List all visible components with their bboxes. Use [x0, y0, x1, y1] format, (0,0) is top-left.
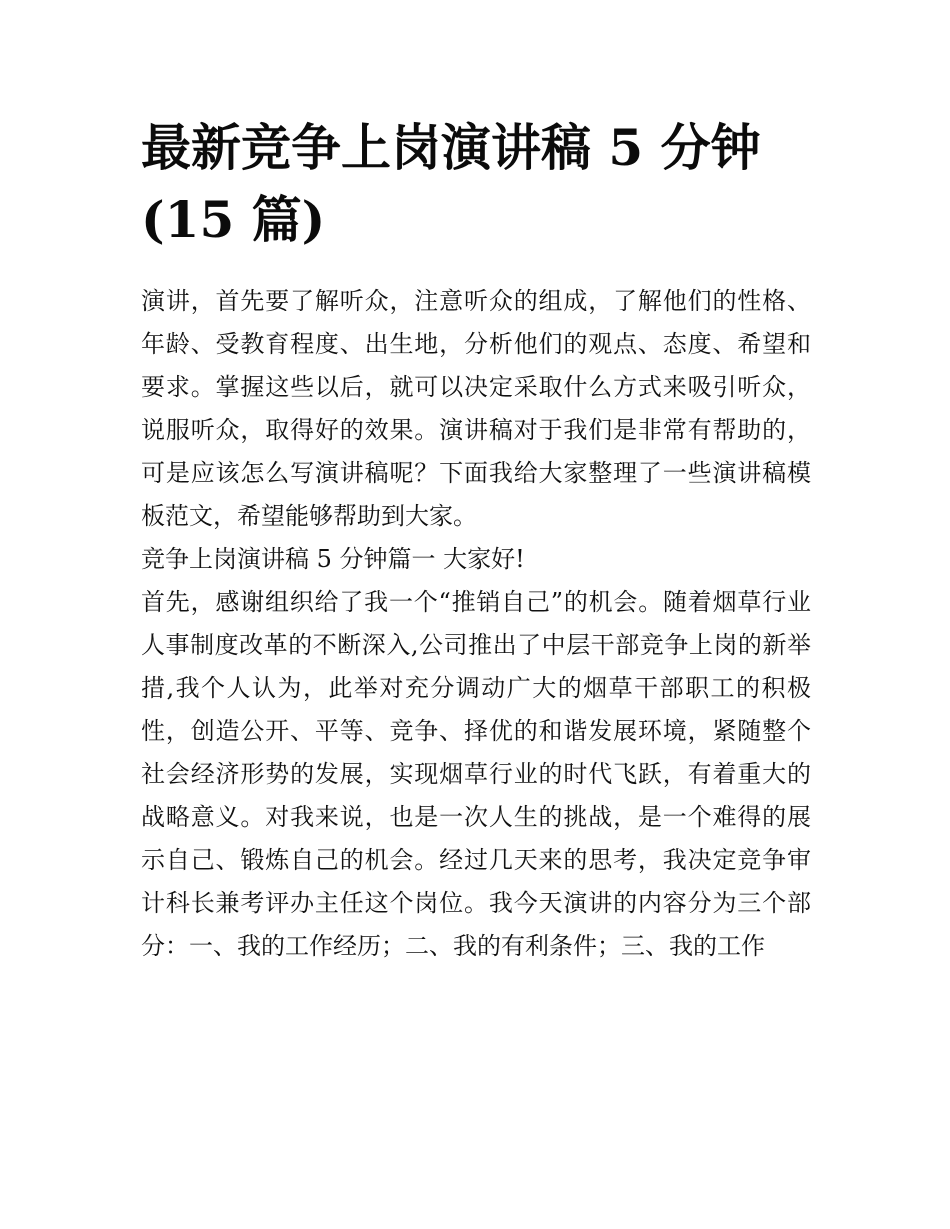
- section-heading-paragraph: 竞争上岗演讲稿 5 分钟篇一 大家好!: [141, 545, 525, 573]
- document-body: [141, 280, 811, 968]
- document-title: 最新竞争上岗演讲稿 5 分钟(15 篇): [141, 118, 761, 249]
- document-content: [141, 112, 811, 968]
- intro-paragraph: 演讲，首先要了解听众，注意听众的组成，了解他们的性格、年龄、受教育程度、出生地，分析他们的观点、态度、希望和要求。掌握这些以后，就可以决定采取什么方式来吸引听众，说服听众，取得好的效果。演讲稿对于我们是非常有帮助的，可是应该怎么写演讲稿呢？下面我给大家整理了一些演讲稿模板范文，希望能够帮助到大家。: [141, 287, 811, 530]
- speech-paragraph: 首先，感谢组织给了我一个“推销自己”的机会。随着烟草行业人事制度改革的不断深入,公司推出了中层干部竞争上岗的新举措,我个人认为，此举对充分调动广大的烟草干部职工的积极性，创造公开、平等、竞争、择优的和谐发展环境，紧随整个社会经济形势的发展，实现烟草行业的时代飞跃，有着重大的战略意义。对我来说，也是一次人生的挑战，是一个难得的展示自己、锻炼自己的机会。经过几天来的思考，我决定竞争审计科长兼考评办主任这个岗位。我今天演讲的内容分为三个部分：一、我的工作经历；二、我的有利条件；三、我的工作: [141, 588, 811, 960]
